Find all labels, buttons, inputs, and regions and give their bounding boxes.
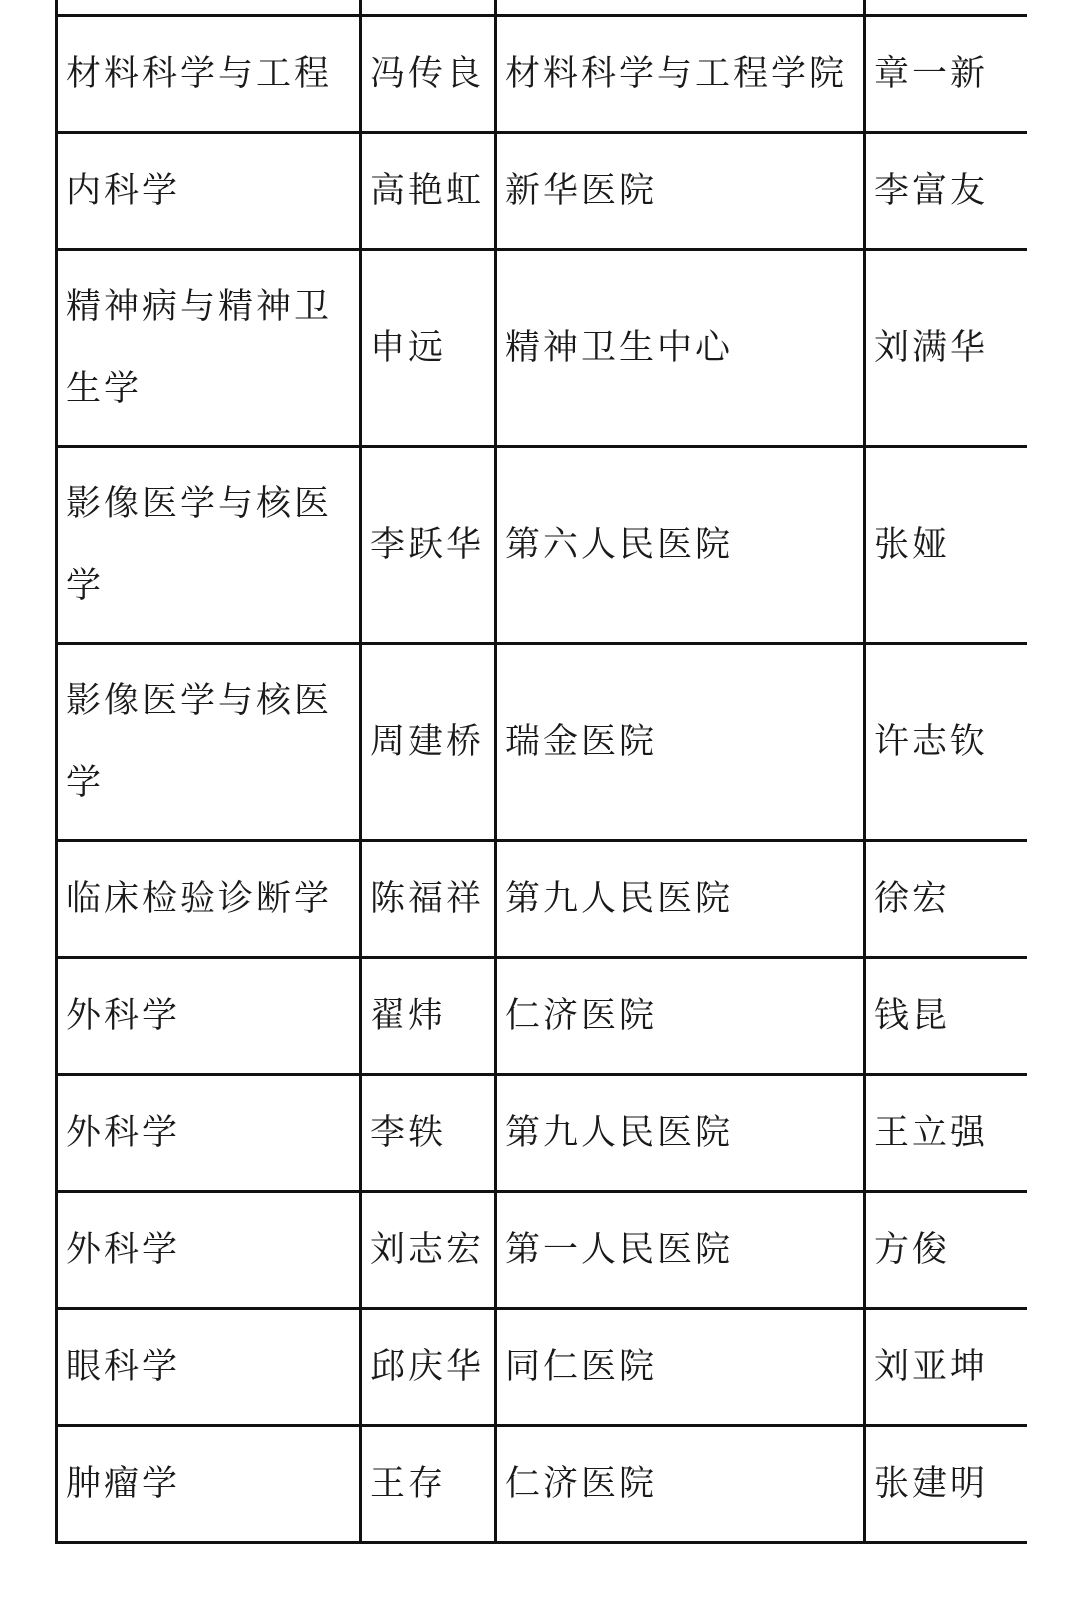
name-cell: 申远 [361,250,496,447]
name-cell: 冯传良 [361,16,496,133]
name-cell: 周建桥 [361,644,496,841]
unit-cell: 第九人民医院 [496,1075,865,1192]
discipline-cell: 外科学 [57,958,361,1075]
unit-cell: 精神卫生中心 [496,250,865,447]
discipline-cell: 精神病与精神卫生学 [57,250,361,447]
unit-cell: 同仁医院 [496,1309,865,1426]
table-row [57,1192,1027,1309]
discipline-cell: 眼科学 [57,1309,361,1426]
table-cell [361,0,496,16]
name-cell: 李跃华 [361,447,496,644]
unit-cell: 第六人民医院 [496,447,865,644]
data-table [55,0,1027,1544]
partner-cell: 许志钦 [865,644,1027,841]
discipline-cell: 临床检验诊断学 [57,841,361,958]
name-cell: 刘志宏 [361,1192,496,1309]
discipline-cell: 肿瘤学 [57,1426,361,1543]
discipline-cell: 材料科学与工程 [57,16,361,133]
table-row [57,841,1027,958]
discipline-cell: 外科学 [57,1075,361,1192]
partner-cell: 方俊 [865,1192,1027,1309]
unit-cell: 仁济医院 [496,958,865,1075]
table-row [57,16,1027,133]
unit-cell: 仁济医院 [496,1426,865,1543]
unit-cell: 瑞金医院 [496,644,865,841]
partner-cell: 王立强 [865,1075,1027,1192]
table-row [57,958,1027,1075]
name-cell: 翟炜 [361,958,496,1075]
discipline-cell: 外科学 [57,1192,361,1309]
table-row [57,1309,1027,1426]
unit-cell: 新华医院 [496,133,865,250]
name-cell: 邱庆华 [361,1309,496,1426]
partner-cell: 张建明 [865,1426,1027,1543]
discipline-cell: 影像医学与核医学 [57,447,361,644]
name-cell: 王存 [361,1426,496,1543]
unit-cell: 材料科学与工程学院 [496,16,865,133]
partner-cell: 李富友 [865,133,1027,250]
partner-cell: 刘满华 [865,250,1027,447]
table-row [57,1075,1027,1192]
discipline-cell: 内科学 [57,133,361,250]
name-cell: 陈福祥 [361,841,496,958]
name-cell: 高艳虹 [361,133,496,250]
table-row-partial [57,0,1027,16]
name-cell: 李轶 [361,1075,496,1192]
table-row [57,250,1027,447]
unit-cell: 第九人民医院 [496,841,865,958]
table-row [57,1426,1027,1543]
table-cell [57,0,361,16]
partner-cell: 章一新 [865,16,1027,133]
table-row [57,447,1027,644]
data-table-container [55,0,1025,1544]
unit-cell: 第一人民医院 [496,1192,865,1309]
table-row [57,644,1027,841]
partner-cell: 刘亚坤 [865,1309,1027,1426]
table-cell [865,0,1027,16]
table-body [57,0,1027,1543]
discipline-cell: 影像医学与核医学 [57,644,361,841]
partner-cell: 徐宏 [865,841,1027,958]
partner-cell: 钱昆 [865,958,1027,1075]
partner-cell: 张娅 [865,447,1027,644]
table-cell [496,0,865,16]
table-row [57,133,1027,250]
